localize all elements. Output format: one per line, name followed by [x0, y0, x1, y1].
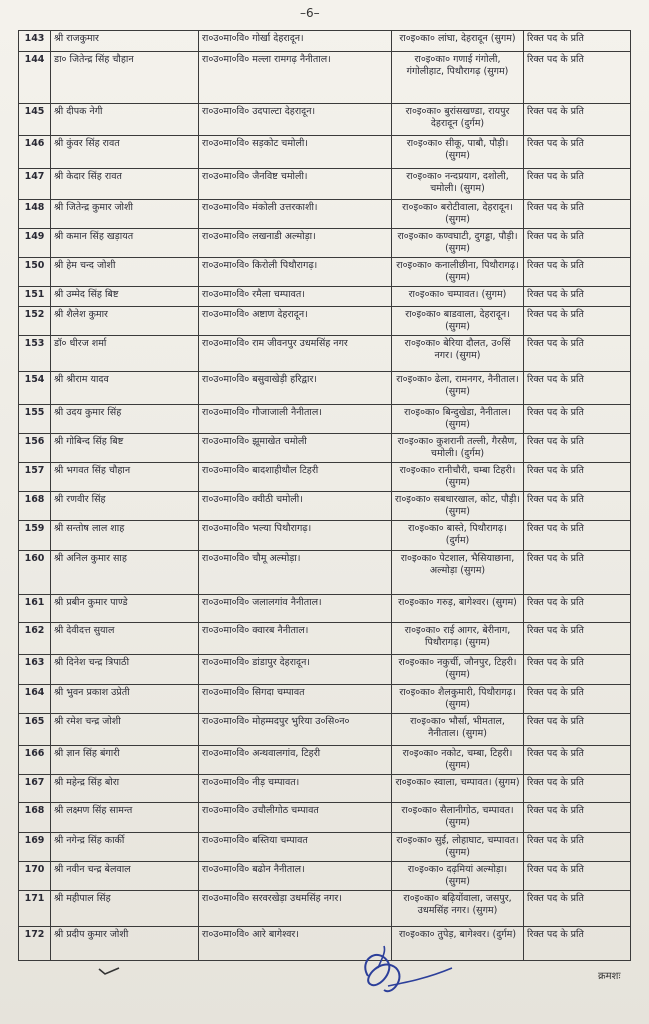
posted-school: रा०इ०का० कुशरानी तल्ली, गैरसैण, चमोली। (दुर्गम) [392, 434, 524, 463]
serial-number: 167 [19, 775, 51, 803]
continued-label: क्रमशः [598, 971, 621, 982]
table-row [19, 492, 631, 521]
serial-number: 144 [19, 52, 51, 104]
posted-school: रा०इ०का० सीकू, पाबौ, पौड़ी। (सुगम) [392, 136, 524, 169]
table-row [19, 258, 631, 287]
remark: रिक्त पद के प्रति [524, 336, 631, 372]
remark: रिक्त पद के प्रति [524, 833, 631, 862]
employee-name: श्री ज्ञान सिंह बंगारी [51, 746, 199, 775]
current-school: रा०उ०मा०वि० उचौलीगोठ चम्पावत [199, 803, 392, 833]
remark: रिक्त पद के प्रति [524, 307, 631, 336]
serial-number: 147 [19, 169, 51, 200]
current-school: रा०उ०मा०वि० अष्टाण देहरादून। [199, 307, 392, 336]
posted-school: रा०इ०का० नकुर्ची, जौनपुर, टिहरी। (सुगम) [392, 655, 524, 685]
employee-name: श्री देवीदत्त सुयाल [51, 623, 199, 655]
current-school: रा०उ०मा०वि० मोहम्मदपुर भुरिया उ०सि०न० [199, 714, 392, 746]
employee-name: डा० जितेन्द्र सिंह चौहान [51, 52, 199, 104]
employee-name: श्री नगेन्द्र सिंह कार्की [51, 833, 199, 862]
table-row [19, 714, 631, 746]
posted-school: रा०इ०का० गणाई गंगोली, गंगोलीहाट, पिथौरागढ़ (सुगम) [392, 52, 524, 104]
table-row [19, 52, 631, 104]
employee-name: श्री केदार सिंह रावत [51, 169, 199, 200]
serial-number: 164 [19, 685, 51, 714]
employee-name: श्री शैलेश कुमार [51, 307, 199, 336]
table-row [19, 775, 631, 803]
serial-number: 170 [19, 862, 51, 891]
remark: रिक्त पद के प्रति [524, 685, 631, 714]
employee-name: श्री हेम चन्द जोशी [51, 258, 199, 287]
employee-name: श्री रमेश चन्द्र जोशी [51, 714, 199, 746]
posted-school: रा०इ०का० राई आगर, बेरीनाग, पिथौरागढ़। (सुगम) [392, 623, 524, 655]
serial-number: 145 [19, 104, 51, 136]
employee-name: श्री महेन्द्र सिंह बोरा [51, 775, 199, 803]
remark: रिक्त पद के प्रति [524, 372, 631, 405]
posted-school: रा०इ०का० बास्ते, पिथौरागढ़। (दुर्गम) [392, 521, 524, 551]
current-school: रा०उ०मा०वि० अन्थवालगांव, टिहरी [199, 746, 392, 775]
transfer-table [18, 30, 631, 961]
posted-school: रा०इ०का० बिन्दुखेडा, नैनीताल। (सुगम) [392, 405, 524, 434]
serial-number: 169 [19, 833, 51, 862]
transfer-table-body [19, 31, 631, 961]
employee-name: श्री रणवीर सिंह [51, 492, 199, 521]
employee-name: श्री दीपक नेगी [51, 104, 199, 136]
current-school: रा०उ०मा०वि० झूमाखेत चमोली [199, 434, 392, 463]
serial-number: 148 [19, 200, 51, 229]
employee-name: श्री श्रीराम यादव [51, 372, 199, 405]
posted-school: रा०इ०का० सैलानीगोठ, चम्पावत। (सुगम) [392, 803, 524, 833]
posted-school: रा०इ०का० ढेला, रामनगर, नैनीताल। (सुगम) [392, 372, 524, 405]
employee-name: श्री गोबिन्द सिंह बिष्ट [51, 434, 199, 463]
current-school: रा०उ०मा०वि० बढोन नैनीताल। [199, 862, 392, 891]
posted-school: रा०इ०का० लांघा, देहरादून (सुगम) [392, 31, 524, 52]
posted-school: रा०इ०का० तुपेड़, बागेश्वर। (दुर्गम) [392, 927, 524, 961]
current-school: रा०उ०मा०वि० गौजाजाली नैनीताल। [199, 405, 392, 434]
table-row [19, 521, 631, 551]
employee-name: श्री महीपाल सिंह [51, 891, 199, 927]
current-school: रा०उ०मा०वि० लखनाडी अल्मोड़ा। [199, 229, 392, 258]
serial-number: 157 [19, 463, 51, 492]
remark: रिक्त पद के प्रति [524, 714, 631, 746]
current-school: रा०उ०मा०वि० मल्ला रामगढ़ नैनीताल। [199, 52, 392, 104]
table-row [19, 405, 631, 434]
current-school: रा०उ०मा०वि० बस्तिया चम्पावत [199, 833, 392, 862]
serial-number: 163 [19, 655, 51, 685]
employee-name: श्री उम्मेद सिंह बिष्ट [51, 287, 199, 307]
serial-number: 168 [19, 492, 51, 521]
remark: रिक्त पद के प्रति [524, 200, 631, 229]
current-school: रा०उ०मा०वि० सड़कोट चमोली। [199, 136, 392, 169]
posted-school: रा०इ०का० कण्वघाटी, दुगड्डा, पौड़ी। (सुगम) [392, 229, 524, 258]
serial-number: 166 [19, 746, 51, 775]
table-row [19, 595, 631, 623]
posted-school: रा०इ०का० रानीचौरी, चम्बा टिहरी। (सुगम) [392, 463, 524, 492]
serial-number: 143 [19, 31, 51, 52]
posted-school: रा०इ०का० चम्पावत। (सुगम) [392, 287, 524, 307]
remark: रिक्त पद के प्रति [524, 434, 631, 463]
remark: रिक्त पद के प्रति [524, 655, 631, 685]
current-school: रा०उ०मा०वि० बसुवाखेड़ी हरिद्वार। [199, 372, 392, 405]
serial-number: 156 [19, 434, 51, 463]
posted-school: रा०इ०का० बरोटीवाला, देहरादून। (सुगम) [392, 200, 524, 229]
posted-school: रा०इ०का० शैलकुमारी, पिथौरागढ़। (सुगम) [392, 685, 524, 714]
serial-number: 155 [19, 405, 51, 434]
current-school: रा०उ०मा०वि० आरे बागेश्वर। [199, 927, 392, 961]
table-row [19, 136, 631, 169]
current-school: रा०उ०मा०वि० नीड़ चम्पावत। [199, 775, 392, 803]
employee-name: श्री जितेन्द्र कुमार जोशी [51, 200, 199, 229]
current-school: रा०उ०मा०वि० रमैला चम्पावत। [199, 287, 392, 307]
serial-number: 168 [19, 803, 51, 833]
serial-number: 146 [19, 136, 51, 169]
serial-number: 162 [19, 623, 51, 655]
table-row [19, 31, 631, 52]
current-school: रा०उ०मा०वि० डांडापुर देहरादून। [199, 655, 392, 685]
serial-number: 150 [19, 258, 51, 287]
serial-number: 171 [19, 891, 51, 927]
table-row [19, 803, 631, 833]
employee-name: श्री लक्ष्मण सिंह सामन्त [51, 803, 199, 833]
signature [348, 938, 468, 1008]
employee-name: श्री दिनेश चन्द्र त्रिपाठी [51, 655, 199, 685]
current-school: रा०उ०मा०वि० मंकोली उत्तरकाशी। [199, 200, 392, 229]
table-row [19, 307, 631, 336]
serial-number: 154 [19, 372, 51, 405]
table-row [19, 927, 631, 961]
table-row [19, 229, 631, 258]
remark: रिक्त पद के प्रति [524, 803, 631, 833]
table-row [19, 104, 631, 136]
employee-name: डॉ० धीरज शर्मा [51, 336, 199, 372]
serial-number: 149 [19, 229, 51, 258]
remark: रिक्त पद के प्रति [524, 623, 631, 655]
remark: रिक्त पद के प्रति [524, 891, 631, 927]
serial-number: 152 [19, 307, 51, 336]
remark: रिक्त पद के प्रति [524, 595, 631, 623]
current-school: रा०उ०मा०वि० सरवरखेड़ा उधमसिंह नगर। [199, 891, 392, 927]
table-row [19, 200, 631, 229]
page-number: –6– [300, 6, 320, 20]
employee-name: श्री प्रदीप कुमार जोशी [51, 927, 199, 961]
posted-school: रा०इ०का० सबधारखाल, कोट, पौड़ी। (सुगम) [392, 492, 524, 521]
remark: रिक्त पद के प्रति [524, 31, 631, 52]
remark: रिक्त पद के प्रति [524, 136, 631, 169]
table-row [19, 169, 631, 200]
table-row [19, 891, 631, 927]
table-row [19, 746, 631, 775]
remark: रिक्त पद के प्रति [524, 287, 631, 307]
serial-number: 161 [19, 595, 51, 623]
posted-school: रा०इ०का० कनालीछीना, पिथौरागढ़। (सुगम) [392, 258, 524, 287]
table-row [19, 685, 631, 714]
current-school: रा०उ०मा०वि० उदपाल्टा देहरादून। [199, 104, 392, 136]
table-row [19, 287, 631, 307]
remark: रिक्त पद के प्रति [524, 405, 631, 434]
employee-name: श्री कमान सिंह खड़ायत [51, 229, 199, 258]
remark: रिक्त पद के प्रति [524, 927, 631, 961]
remark: रिक्त पद के प्रति [524, 463, 631, 492]
remark: रिक्त पद के प्रति [524, 492, 631, 521]
serial-number: 151 [19, 287, 51, 307]
remark: रिक्त पद के प्रति [524, 52, 631, 104]
posted-school: रा०इ०का० सुई, लोहाघाट, चम्पावत। (सुगम) [392, 833, 524, 862]
remark: रिक्त पद के प्रति [524, 746, 631, 775]
remark: रिक्त पद के प्रति [524, 775, 631, 803]
tick-mark-icon [98, 966, 120, 976]
posted-school: रा०इ०का० गरुड़, बागेश्वर। (सुगम) [392, 595, 524, 623]
table-row [19, 336, 631, 372]
posted-school: रा०इ०का० बाडवाला, देहरादून। (सुगम) [392, 307, 524, 336]
posted-school: रा०इ०का० दढ़मियां अल्मोड़ा। (सुगम) [392, 862, 524, 891]
table-row [19, 833, 631, 862]
serial-number: 165 [19, 714, 51, 746]
table-row [19, 623, 631, 655]
serial-number: 153 [19, 336, 51, 372]
table-row [19, 655, 631, 685]
current-school: रा०उ०मा०वि० बादशाहीथौल टिहरी [199, 463, 392, 492]
table-row [19, 372, 631, 405]
employee-name: श्री भगवत सिंह चौहान [51, 463, 199, 492]
employee-name: श्री राजकुमार [51, 31, 199, 52]
current-school: रा०उ०मा०वि० क्वारब नैनीताल। [199, 623, 392, 655]
table-row [19, 862, 631, 891]
current-school: रा०उ०मा०वि० गोर्खा देहरादून। [199, 31, 392, 52]
table-row [19, 463, 631, 492]
employee-name: श्री कुंवर सिंह रावत [51, 136, 199, 169]
table-row [19, 434, 631, 463]
posted-school: रा०इ०का० भौर्सा, भीमताल, नैनीताल। (सुगम) [392, 714, 524, 746]
current-school: रा०उ०मा०वि० क्वीठी चमोली। [199, 492, 392, 521]
employee-name: श्री भुवन प्रकाश उप्रेती [51, 685, 199, 714]
remark: रिक्त पद के प्रति [524, 862, 631, 891]
posted-school: रा०इ०का० बढ़ियोंवाला, जसपुर, उधमसिंह नगर। (सुगम) [392, 891, 524, 927]
current-school: रा०उ०मा०वि० जलालगांव नैनीताल। [199, 595, 392, 623]
posted-school: रा०इ०का० स्वाला, चम्पावत। (सुगम) [392, 775, 524, 803]
posted-school: रा०इ०का० नन्दप्रयाग, दशोली, चमोली। (सुगम) [392, 169, 524, 200]
remark: रिक्त पद के प्रति [524, 104, 631, 136]
current-school: रा०उ०मा०वि० किरोली पिथौरागढ़। [199, 258, 392, 287]
current-school: रा०उ०मा०वि० चौमू अल्मोड़ा। [199, 551, 392, 595]
remark: रिक्त पद के प्रति [524, 229, 631, 258]
table-row [19, 551, 631, 595]
remark: रिक्त पद के प्रति [524, 258, 631, 287]
serial-number: 172 [19, 927, 51, 961]
posted-school: रा०इ०का० नकोट, चम्बा, टिहरी। (सुगम) [392, 746, 524, 775]
current-school: रा०उ०मा०वि० भल्या पिथौरागढ़। [199, 521, 392, 551]
employee-name: श्री सन्तोष लाल शाह [51, 521, 199, 551]
posted-school: रा०इ०का० पेटशाल, भैसियाछाना, अल्मोड़ा (सुगम) [392, 551, 524, 595]
employee-name: श्री अनिल कुमार साह [51, 551, 199, 595]
employee-name: श्री उदय कुमार सिंह [51, 405, 199, 434]
posted-school: रा०इ०का० बेरिया दौलत, उ०सिं नगर। (सुगम) [392, 336, 524, 372]
current-school: रा०उ०मा०वि० जैनविष्ट चमोली। [199, 169, 392, 200]
current-school: रा०उ०मा०वि० सिगदा चम्पावत [199, 685, 392, 714]
posted-school: रा०इ०का० बुरांसखण्डा, रायपुर देहरादून (दुर्गम) [392, 104, 524, 136]
remark: रिक्त पद के प्रति [524, 169, 631, 200]
remark: रिक्त पद के प्रति [524, 551, 631, 595]
serial-number: 160 [19, 551, 51, 595]
remark: रिक्त पद के प्रति [524, 521, 631, 551]
current-school: रा०उ०मा०वि० राम जीवनपुर उधमसिंह नगर [199, 336, 392, 372]
employee-name: श्री प्रबीन कुमार पाण्डे [51, 595, 199, 623]
serial-number: 159 [19, 521, 51, 551]
employee-name: श्री नवीन चन्द्र बेलवाल [51, 862, 199, 891]
